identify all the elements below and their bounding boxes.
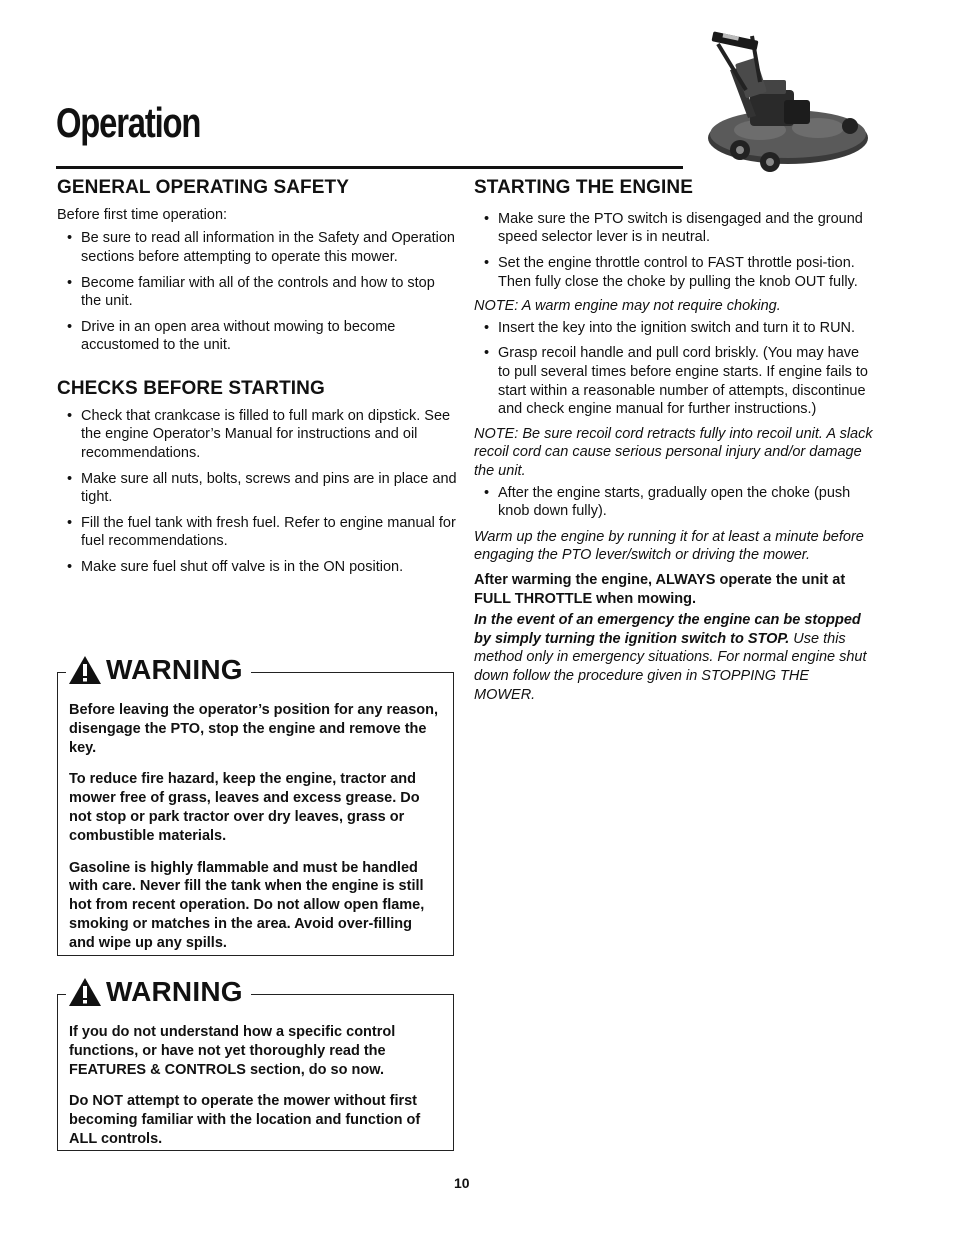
starting-list-a [474,210,874,291]
warning-paragraph: Gasoline is highly flammable and must be handled with care. Never fill the tank when the engine is still hot from recent operation. Do not allow open flame, smoking or matches in the area. Avoid over-filling and wipe up any spills. [69,859,425,951]
recoil-note: NOTE: Be sure recoil cord retracts fully into recoil unit. A slack recoil cord can cause serious personal injury and/or damage the unit. [474,425,873,479]
warning-paragraph: Do NOT attempt to operate the mower without first becoming familiar with the location and function of ALL controls. [69,1093,421,1147]
list-item: • Make sure fuel shut off valve is in the ON position. [57,558,457,577]
warning-label: WARNING [106,654,243,685]
full-throttle-note: After warming the engine, ALWAYS operate the unit at FULL THROTTLE when mowing. [474,571,846,607]
emergency-bold-text: In the event of an emergency the engine can be stopped by simply turning the ignition switch to STOP. [474,612,861,647]
warmup-note: Warm up the engine by running it for at least a minute before engaging the PTO lever/switch or driving the mower. [474,528,864,564]
warning-box-controls [57,976,454,1151]
warning-label: WARNING [106,976,243,1007]
list-item: • Make sure all nuts, bolts, screws and pins are in place and tight. [57,470,457,507]
list-item: • Grasp recoil handle and pull cord briskly. (You may have to pull several times before engine starts. If engine fails to start within a reasonable number of attempts, discontinue and check engine manual for further instructions.) [474,344,874,418]
list-item: • Insert the key into the ignition switch and turn it to RUN. [474,319,874,338]
list-item: • Set the engine throttle control to FAST throttle posi-tion. Then fully close the choke by pulling the knob OUT fully. [474,254,874,291]
starting-list-b [474,319,874,419]
starting-engine-heading: STARTING THE ENGINE [474,177,693,198]
general-safety-list [57,229,457,355]
title-rule [56,166,683,169]
checks-list [57,407,457,577]
list-item: • Make sure the PTO switch is disengaged and the ground speed selector lever is in neutral. [474,210,874,247]
list-item: • Be sure to read all information in the Safety and Operation sections before attempting to operate this mower. [57,229,457,266]
right-column [474,177,874,704]
general-intro: Before first time operation: [57,206,228,223]
warning-triangle-icon [68,977,102,1007]
warning-header [66,655,251,685]
starting-list-c [474,484,874,521]
list-item: • Fill the fuel tank with fresh fuel. Refer to engine manual for fuel recommendations. [57,514,457,551]
warning-triangle-icon [68,655,102,685]
emergency-rest-text: Use this method only in emergency situations. For normal engine shut down follow the procedure given in STOPPING THE MOWER. [474,630,867,703]
list-item: • Drive in an open area without mowing to become accustomed to the unit. [57,318,457,355]
walk-behind-mower-image [700,30,870,180]
left-column [57,177,457,584]
list-item: • After the engine starts, gradually open the choke (push knob down fully). [474,484,874,521]
warning-paragraph: If you do not understand how a specific control functions, or have not yet thoroughly read the FEATURES & CONTROLS section, do so now. [69,1024,396,1078]
warning-paragraph: Before leaving the operator’s position for any reason, disengage the PTO, stop the engine and remove the key. [69,702,439,756]
list-item: • Check that crankcase is filled to full mark on dipstick. See the engine Operator’s Manual for instructions and oil recommendations. [57,407,457,463]
emergency-note [474,611,874,704]
list-item: • Become familiar with all of the controls and how to stop the unit. [57,274,457,311]
choke-note: NOTE: A warm engine may not require choking. [474,298,781,315]
page-number: 10 [454,1175,470,1191]
general-safety-heading: GENERAL OPERATING SAFETY [57,177,350,198]
warning-box-fire [57,654,454,956]
page-title: Operation [56,99,201,146]
checks-heading: CHECKS BEFORE STARTING [57,378,325,399]
warning-paragraph: To reduce fire hazard, keep the engine, tractor and mower free of grass, leaves and excess grease. Do not stop or park tractor over dry leaves, grass or combustible materials. [69,771,420,844]
warning-header [66,977,251,1007]
